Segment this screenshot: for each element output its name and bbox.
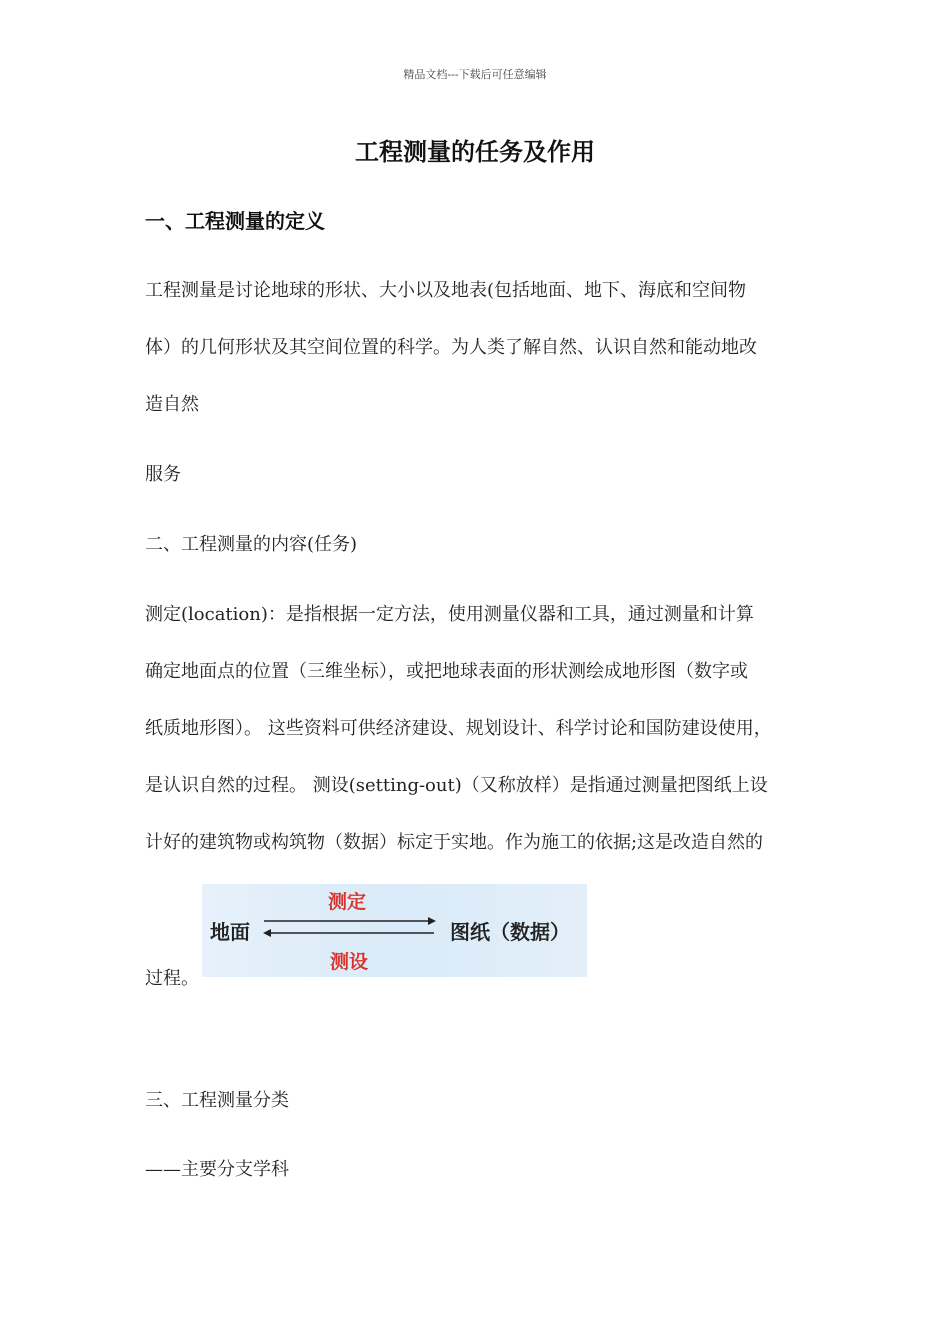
- content-last-line: 过程。: [145, 968, 199, 989]
- survey-diagram: [202, 884, 587, 977]
- arrow-right-head: [428, 917, 436, 925]
- arrow-left-head: [263, 929, 271, 937]
- paragraph-line: 工程测量是讨论地球的形状、大小以及地表(包括地面、地下、海底和空间物: [145, 280, 747, 301]
- definition-extra: 服务: [145, 464, 181, 485]
- document-title: 工程测量的任务及作用: [355, 137, 595, 166]
- diagram-arrows: [262, 912, 437, 942]
- section-heading-definition: 一、工程测量的定义: [145, 209, 325, 233]
- diagram-label-measure: 测定: [328, 891, 367, 913]
- classification-subline: ——主要分支学科: [145, 1159, 289, 1180]
- definition-paragraph: [145, 262, 815, 433]
- diagram-label-setout: 测设: [330, 951, 369, 973]
- paragraph-line: 计好的建筑物或构筑物（数据）标定于实地。作为施工的依据;这是改造自然的: [145, 832, 764, 853]
- paragraph-line: 体）的几何形状及其空间位置的科学。为人类了解自然、认识自然和能动地改: [145, 337, 757, 358]
- section-heading-content: 二、工程测量的内容(任务): [145, 534, 358, 555]
- paragraph-line: 造自然: [145, 394, 199, 415]
- diagram-label-ground: 地面: [210, 920, 250, 944]
- diagram-label-drawing: 图纸（数据）: [450, 920, 570, 944]
- paragraph-line: 纸质地形图）。 这些资料可供经济建设、规划设计、科学讨论和国防建设使用，: [145, 718, 772, 739]
- section-heading-classification: 三、工程测量分类: [145, 1090, 289, 1111]
- paragraph-line: 测定(location)：是指根据一定方法，使用测量仪器和工具，通过测量和计算: [145, 604, 754, 625]
- paragraph-line: 确定地面点的位置（三维坐标），或把地球表面的形状测绘成地形图（数字或: [145, 661, 748, 682]
- content-paragraph: [145, 586, 815, 871]
- paragraph-line: 是认识自然的过程。 测设(setting-out)（又称放样）是指通过测量把图纸上设: [145, 775, 768, 796]
- page-header: 精品文档---下载后可任意编辑: [403, 68, 547, 81]
